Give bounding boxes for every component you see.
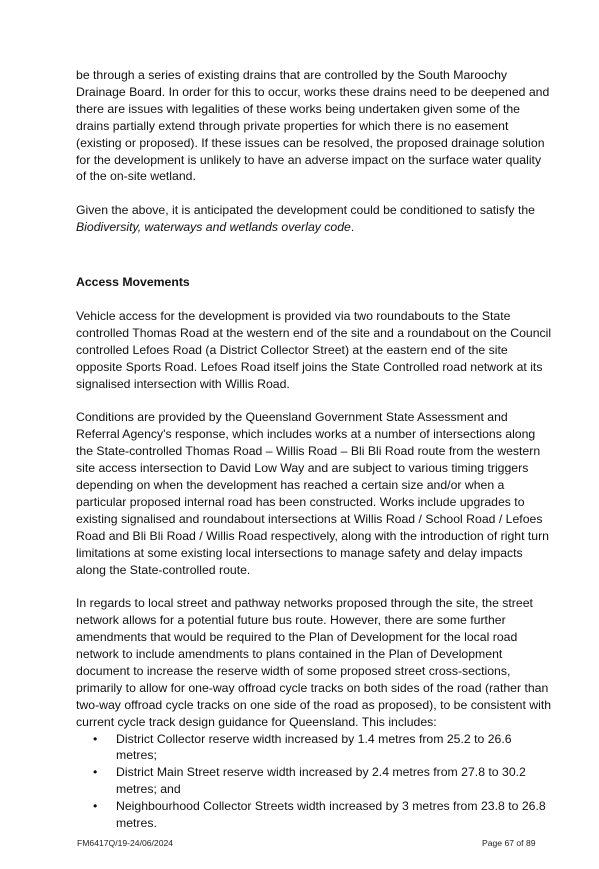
list-item	[76, 798, 552, 832]
paragraph-conditions: Conditions are provided by the Queensland Government State Assessment and Referral Agency's response, which includes works at a number of intersections along the State-controlled Thomas Road – Willis Road – Bli Bli Road route from the western site access intersection to David Low Way and are subject to various timing triggers depending on when the development has reached a certain size and/or when a particular proposed internal road has been constructed. Works include upgrades to existing signalised and roundabout intersections at Willis Road / School Road / Lefoes Road and Bli Bli Road / Willis Road respectively, along with the introduction of right turn limitations at some existing local intersections to manage safety and delay impacts along the State-controlled route.	[76, 410, 549, 577]
list-item-text: District Collector reserve width increased by 1.4 metres from 25.2 to 26.6 metres;	[116, 731, 512, 763]
bullet-list	[76, 731, 552, 832]
list-item	[76, 764, 552, 798]
paragraph-conclusion	[76, 202, 552, 236]
list-item-text: Neighbourhood Collector Streets width increased by 3 metres from 23.8 to 26.8 metres.	[116, 799, 546, 831]
list-item-text: District Main Street reserve width increased by 2.4 metres from 27.8 to 30.2 metres; and	[116, 765, 526, 797]
footer-page-number: Page 67 of 89	[482, 838, 536, 848]
paragraph-local-networks: In regards to local street and pathway networks proposed through the site, the street network allows for a potential future bus route. However, there are some further amendments that would be required to the Plan of Development for the local road network to include amendments to plans contained in the Plan of Development document to increase the reserve width of some proposed street cross-sections, primarily to allow for one-way offroad cycle tracks on both sides of the road (rather than two-way offroad cycle tracks on one side of the road as proposed), to be consistent with current cycle track design guidance for Queensland. This includes:	[76, 596, 552, 729]
footer-document-reference: FM6417Q/19-24/06/2024	[77, 838, 174, 848]
conclusion-text: Given the above, it is anticipated the development could be conditioned to satisfy the	[76, 203, 535, 218]
paragraph-vehicle-access: Vehicle access for the development is provided via two roundabouts to the State controlled Thomas Road at the western end of the site and a roundabout on the Council controlled Lefoes Road (a District Collector Street) at the eastern end of the site opposite Sports Road. Lefoes Road itself joins the State Controlled road network at its signalised intersection with Willis Road.	[76, 308, 552, 391]
conclusion-period: .	[350, 220, 355, 235]
list-item	[76, 731, 552, 765]
document-body	[76, 67, 552, 832]
overlay-code-reference: Biodiversity, waterways and wetlands overlay code	[76, 220, 351, 235]
section-heading-access-movements: Access Movements	[76, 275, 190, 290]
bullet-marker: •	[93, 731, 98, 746]
bullet-marker: •	[93, 799, 98, 814]
paragraph-drainage: be through a series of existing drains that are controlled by the South Maroochy Drainage Board. In order for this to occur, works these drains need to be deepened and there are issues with legalities of these works being undertaken given some of the drains partially extend through private properties for which there is no easement (existing or proposed). If these issues can be resolved, the proposed drainage solution for the development is unlikely to have an adverse impact on the surface water quality of the on-site wetland.	[76, 68, 550, 184]
bullet-marker: •	[93, 765, 98, 780]
